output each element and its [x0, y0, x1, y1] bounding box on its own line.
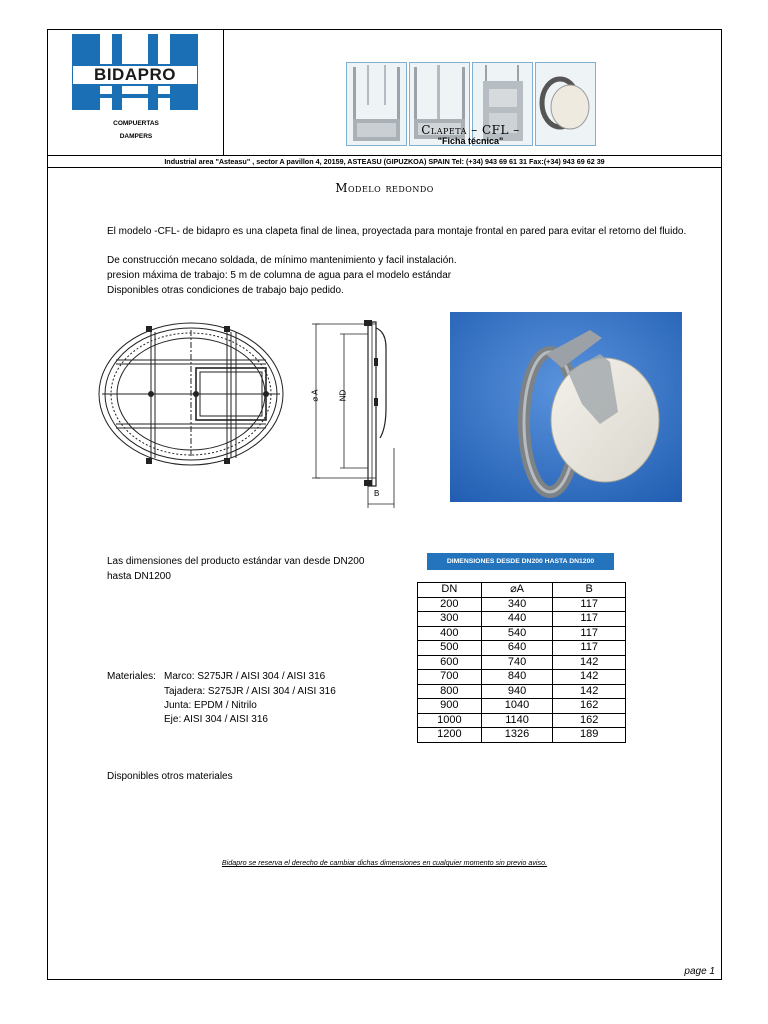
side-view-drawing: [298, 318, 398, 510]
dimensions-note-line2: hasta DN1200: [107, 571, 171, 582]
cell-dn: 1200: [418, 728, 482, 743]
intro-text: El modelo -CFL- de bidapro es una clapeta final de linea, proyectada para montaje frontal en pared para evitar el retorno del fluido.: [107, 226, 687, 237]
header-b: B: [553, 583, 626, 598]
construction-text: De construcción mecano soldada, de mínimo mantenimiento y facil instalación.: [107, 255, 457, 266]
table-row: [418, 699, 626, 714]
material-frame: Marco: S275JR / AISI 304 / AISI 316: [164, 671, 326, 682]
table-header-row: [418, 583, 626, 598]
dimensions-table: [417, 582, 626, 743]
table-row: [418, 626, 626, 641]
cell-a: 540: [481, 626, 553, 641]
cell-dn: 900: [418, 699, 482, 714]
material-shaft: Eje: AISI 304 / AISI 316: [164, 714, 268, 725]
table-row: [418, 713, 626, 728]
cell-b: 142: [553, 684, 626, 699]
cell-a: 640: [481, 641, 553, 656]
cell-a: 940: [481, 684, 553, 699]
logo-text: BIDAPRO: [94, 65, 176, 84]
cell-dn: 200: [418, 597, 482, 612]
cell-dn: 300: [418, 612, 482, 627]
table-row: [418, 684, 626, 699]
header: [48, 30, 721, 156]
disclaimer: Bidapro se reserva el derecho de cambiar dichas dimensiones en cualquier momento sin previo aviso.: [221, 858, 548, 867]
cell-dn: 700: [418, 670, 482, 685]
section-title: Modelo redondo: [335, 181, 434, 195]
table-title: DIMENSIONES DESDE DN200 HASTA DN1200: [427, 553, 614, 570]
cell-b: 117: [553, 626, 626, 641]
cell-b: 117: [553, 641, 626, 656]
cell-a: 440: [481, 612, 553, 627]
cell-b: 117: [553, 612, 626, 627]
cell-dn: 600: [418, 655, 482, 670]
material-seal: Junta: EPDM / Nitrilo: [164, 700, 257, 711]
cell-b: 162: [553, 699, 626, 714]
page-number: page 1: [684, 966, 715, 977]
cell-b: 142: [553, 655, 626, 670]
header-dn: DN: [418, 583, 482, 598]
pressure-text: presion máxima de trabajo: 5 m de columna de agua para el modelo estándar: [107, 270, 452, 281]
materials-label: Materiales:: [107, 671, 156, 682]
dimensions-note-line1: Las dimensiones del producto estándar van desde DN200: [107, 556, 365, 567]
cell-a: 840: [481, 670, 553, 685]
table-row: [418, 597, 626, 612]
cell-b: 117: [553, 597, 626, 612]
conditions-text: Disponibles otras condiciones de trabajo bajo pedido.: [107, 285, 344, 296]
front-view-drawing: [96, 318, 286, 470]
cell-a: 740: [481, 655, 553, 670]
cell-a: 1326: [481, 728, 553, 743]
cell-dn: 500: [418, 641, 482, 656]
address-bar: Industrial area "Asteasu" , sector A pavillon 4, 20159, ASTEASU (GIPUZKOA) SPAIN Tel: (+34) 943 69 61 31 Fax:(+34) 943 69 62 39: [48, 156, 721, 168]
cell-dn: 400: [418, 626, 482, 641]
dimension-b-label: B: [374, 489, 380, 498]
product-subtitle: "Ficha técnica": [437, 136, 504, 146]
header-a: ⌀A: [481, 583, 553, 598]
dimension-nd-label: ND: [338, 389, 348, 402]
product-photo-main: [450, 312, 682, 502]
cell-b: 189: [553, 728, 626, 743]
logo-cell: [48, 30, 224, 155]
cell-a: 1040: [481, 699, 553, 714]
cell-dn: 1000: [418, 713, 482, 728]
cell-dn: 800: [418, 684, 482, 699]
table-row: [418, 655, 626, 670]
table-row: [418, 641, 626, 656]
other-materials-text: Disponibles otros materiales: [107, 771, 233, 782]
table-row: [418, 670, 626, 685]
cell-b: 142: [553, 670, 626, 685]
company-line2: DAMPERS: [119, 133, 153, 140]
cell-b: 162: [553, 713, 626, 728]
table-row: [418, 728, 626, 743]
datasheet-page: [47, 29, 722, 980]
company-line1: COMPUERTAS: [113, 120, 159, 127]
table-row: [418, 612, 626, 627]
dimension-a-label: ⌀ A: [310, 389, 320, 402]
cell-a: 340: [481, 597, 553, 612]
material-gate: Tajadera: S275JR / AISI 304 / AISI 316: [164, 686, 336, 697]
product-title: Clapeta – CFL –: [421, 123, 520, 137]
cell-a: 1140: [481, 713, 553, 728]
